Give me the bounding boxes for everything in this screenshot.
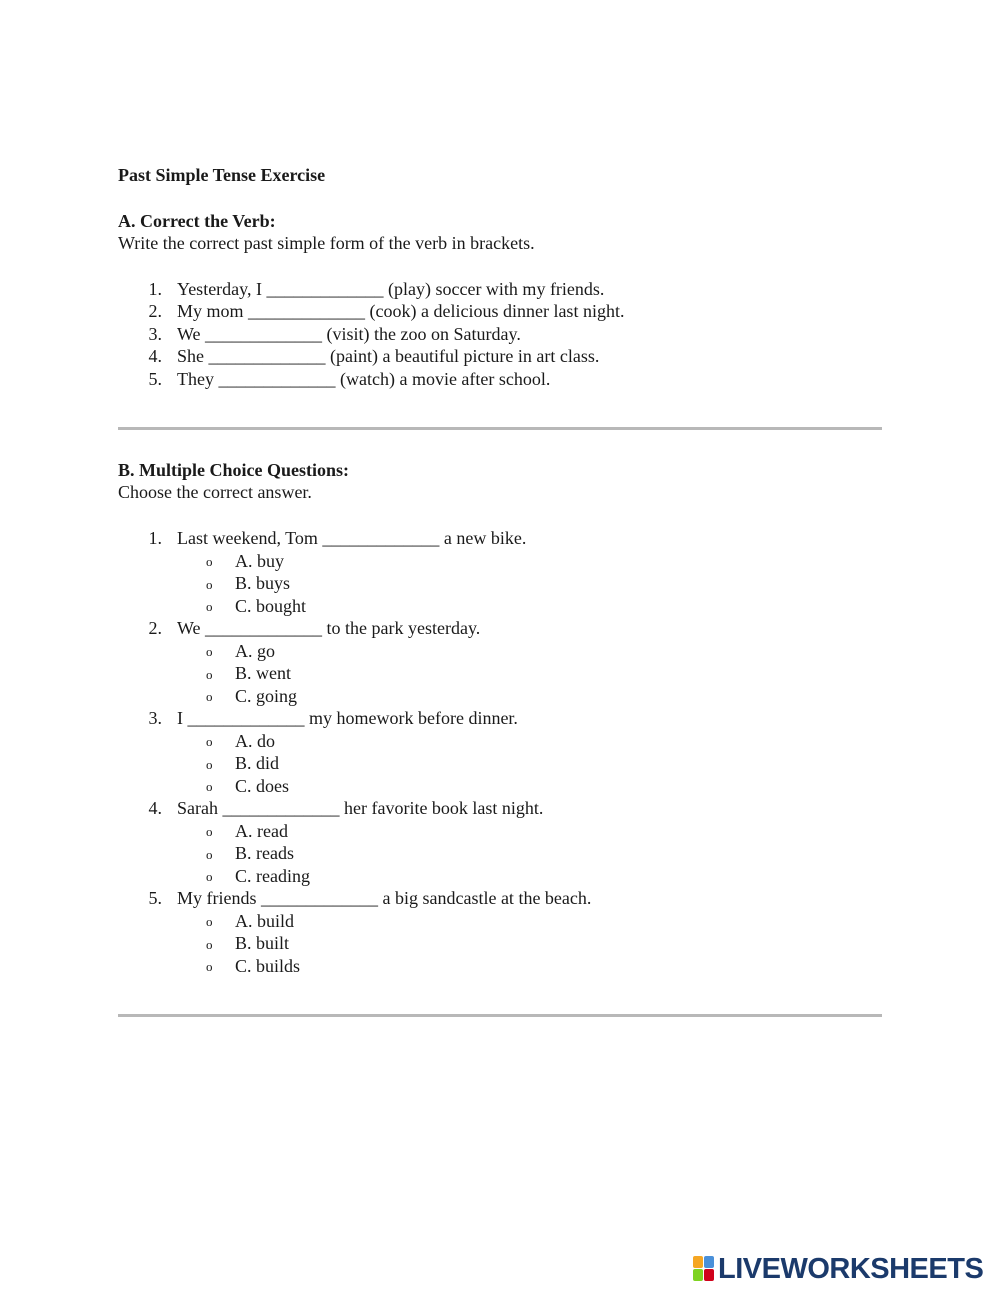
bullet-icon: o [206,824,213,839]
answer-option: C. builds [235,956,301,976]
bullet-icon: o [206,757,213,772]
answer-option: A. buy [235,551,284,571]
bullet-icon: o [206,937,213,952]
answer-option: A. build [235,911,295,931]
page-title: Past Simple Tense Exercise [118,165,326,185]
answer-option: C. does [235,776,289,796]
answer-option: B. reads [235,843,294,863]
answer-option: C. bought [235,596,307,616]
list-item: Yesterday, I _____________ (play) soccer with my friends. [177,279,605,299]
liveworksheets-logo-icon [693,1256,715,1282]
answer-option: B. did [235,753,280,773]
bullet-icon: o [206,779,213,794]
list-item: We _____________ (visit) the zoo on Saturday. [177,324,521,344]
answer-option: B. buys [235,573,291,593]
question-text: My friends _____________ a big sandcastle at the beach. [177,888,592,908]
section-divider [118,1014,882,1017]
question-text: Sarah _____________ her favorite book last night. [177,798,544,818]
item-number: 3. [148,324,162,344]
answer-option: A. go [235,641,275,661]
bullet-icon: o [206,959,213,974]
answer-option: A. read [235,821,288,841]
question-text: Last weekend, Tom _____________ a new bike. [177,528,527,548]
question-number: 2. [148,618,162,638]
bullet-icon: o [206,577,213,592]
bullet-icon: o [206,869,213,884]
answer-option: B. built [235,933,290,953]
question-number: 5. [148,888,162,908]
bullet-icon: o [206,667,213,682]
liveworksheets-logo[interactable] [693,1254,983,1284]
question-text: I _____________ my homework before dinner. [177,708,518,728]
bullet-icon: o [206,644,213,659]
bullet-icon: o [206,689,213,704]
bullet-icon: o [206,847,213,862]
section-a-instruction: Write the correct past simple form of the verb in brackets. [118,233,535,253]
section-a-heading: A. Correct the Verb: [118,211,276,231]
answer-option: B. went [235,663,291,683]
answer-option: C. going [235,686,298,706]
answer-option: C. reading [235,866,310,886]
question-text: We _____________ to the park yesterday. [177,618,481,638]
item-number: 2. [148,301,162,321]
list-item: She _____________ (paint) a beautiful picture in art class. [177,346,600,366]
bullet-icon: o [206,554,213,569]
question-number: 3. [148,708,162,728]
section-divider [118,427,882,430]
logo-text: LIVEWORKSHEETS [718,1253,984,1285]
question-number: 1. [148,528,162,548]
item-number: 5. [148,369,162,389]
section-b-heading: B. Multiple Choice Questions: [118,460,350,480]
bullet-icon: o [206,914,213,929]
answer-option: A. do [235,731,275,751]
bullet-icon: o [206,734,213,749]
list-item: They _____________ (watch) a movie after school. [177,369,551,389]
question-number: 4. [148,798,162,818]
bullet-icon: o [206,599,213,614]
list-item: My mom _____________ (cook) a delicious dinner last night. [177,301,625,321]
item-number: 4. [148,346,162,366]
item-number: 1. [148,279,162,299]
section-b-instruction: Choose the correct answer. [118,482,312,502]
